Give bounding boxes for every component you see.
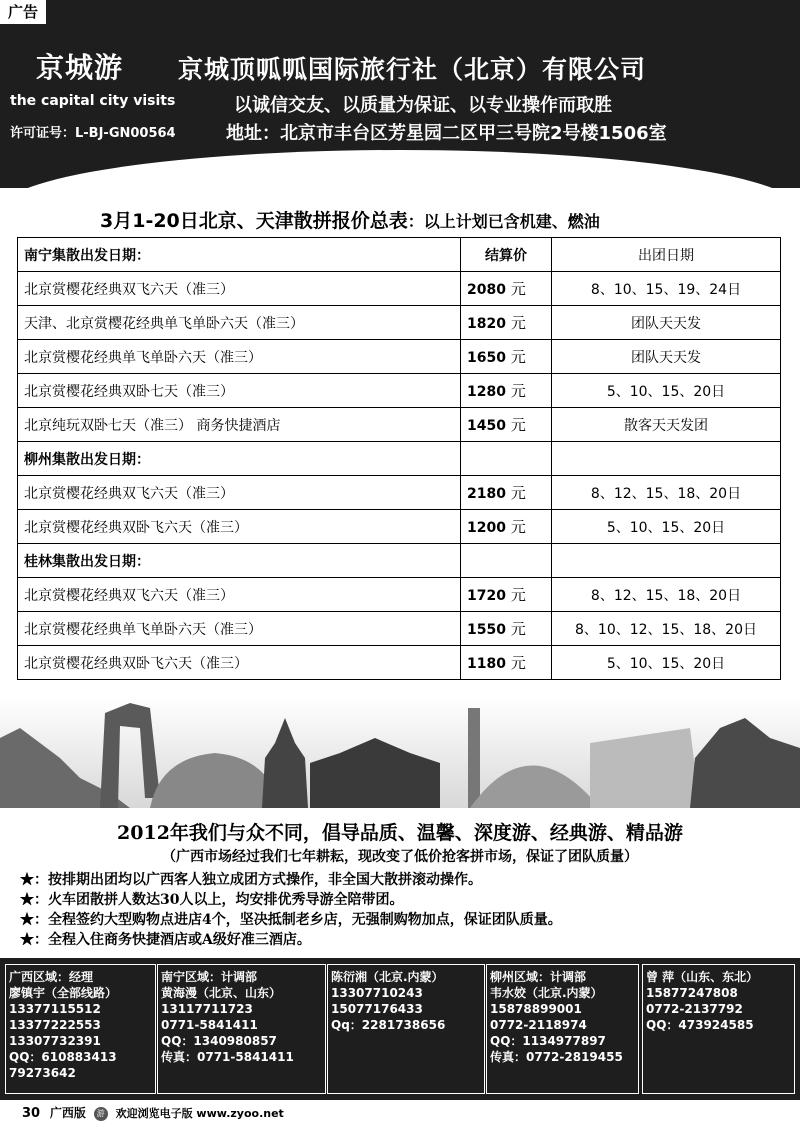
- footer: [22, 1104, 284, 1121]
- contact-box: [5, 964, 156, 1094]
- contact-box: [157, 964, 326, 1094]
- route-name: 北京赏樱花经典双卧飞六天（准三）: [18, 646, 461, 680]
- contact-line: 曾 萍（山东、东北）: [646, 970, 759, 984]
- price-cell: [461, 612, 552, 646]
- route-name: 北京赏樱花经典双卧七天（准三）: [18, 374, 461, 408]
- license-number: 许可证号：L-BJ-GN00564: [10, 126, 176, 141]
- table-row: [18, 646, 781, 680]
- huabiao-column: [468, 708, 480, 808]
- price-value: 1820: [467, 316, 506, 332]
- table-row: [18, 374, 781, 408]
- ad-tag: 广告: [0, 0, 46, 24]
- route-name: 北京赏樱花经典单飞单卧六天（准三）: [18, 340, 461, 374]
- contact-line: 0771-5841411: [161, 1018, 258, 1032]
- route-name: 北京赏樱花经典双飞六天（准三）: [18, 476, 461, 510]
- departure-dates: 5、10、15、20日: [552, 510, 781, 544]
- contact-line: 15877247808: [646, 986, 738, 1000]
- table-row: [18, 408, 781, 442]
- contact-line: 南宁区域：计调部: [161, 970, 258, 984]
- empty-cell: [552, 442, 781, 476]
- price-cell: [461, 374, 552, 408]
- table-row: [18, 510, 781, 544]
- departure-dates: 散客天天发团: [552, 408, 781, 442]
- contact-box: [327, 964, 485, 1094]
- table-title-text: 3月1-20日北京、天津散拼报价总表: [100, 210, 408, 232]
- contact-line: 0772-2118974: [490, 1018, 587, 1032]
- contact-box: [642, 964, 795, 1094]
- currency-unit: 元: [510, 416, 526, 434]
- group-label: 柳州集散出发日期：: [18, 442, 461, 476]
- currency-unit: 元: [510, 654, 526, 672]
- empty-cell: [552, 544, 781, 578]
- departure-dates: 5、10、15、20日: [552, 646, 781, 680]
- price-cell: [461, 408, 552, 442]
- beijing-skyline-image: [0, 698, 800, 808]
- footer-logo-icon: 游: [94, 1107, 108, 1121]
- contact-box: [486, 964, 639, 1094]
- page-number: 30: [22, 1106, 41, 1121]
- price-value: 1550: [467, 622, 506, 638]
- departure-dates: 8、10、12、15、18、20日: [552, 612, 781, 646]
- group-label: 桂林集散出发日期：: [18, 544, 461, 578]
- contact-line: 13377222553: [9, 1018, 101, 1032]
- route-name: 北京赏樱花经典单飞单卧六天（准三）: [18, 612, 461, 646]
- group-header-row: [18, 544, 781, 578]
- price-cell: [461, 646, 552, 680]
- bullet-item: ★：全程入住商务快捷酒店或A级好准三酒店。: [20, 932, 311, 948]
- departure-dates: 团队天天发: [552, 340, 781, 374]
- contact-line: 黄海漫（北京、山东）: [161, 986, 282, 1000]
- table-row: [18, 340, 781, 374]
- price-cell: [461, 272, 552, 306]
- group-header-row: [18, 238, 781, 272]
- price-value: 1280: [467, 384, 506, 400]
- promo-subhead: （广西市场经过我们七年耕耘，现改变了低价抢客拼市场，保证了团队质量）: [162, 849, 638, 865]
- price-cell: [461, 578, 552, 612]
- column-header-date: 出团日期: [552, 238, 781, 272]
- promo-headline: 2012年我们与众不同，倡导品质、温馨、深度游、经典游、精品游: [117, 822, 683, 844]
- group-header-row: [18, 442, 781, 476]
- contact-line: 柳州区域：计调部: [490, 970, 587, 984]
- contact-line: Qq：2281738656: [331, 1018, 446, 1032]
- departure-dates: 团队天天发: [552, 306, 781, 340]
- price-value: 1200: [467, 520, 506, 536]
- route-name: 北京赏樱花经典双卧飞六天（准三）: [18, 510, 461, 544]
- contact-line: 13117711723: [161, 1002, 253, 1016]
- table-row: [18, 272, 781, 306]
- english-tagline: the capital city visits: [10, 93, 176, 109]
- contact-line: QQ：610883413: [9, 1050, 117, 1064]
- brand-name: 京城游: [36, 51, 124, 84]
- price-value: 1650: [467, 350, 506, 366]
- table-row: [18, 578, 781, 612]
- currency-unit: 元: [510, 348, 526, 366]
- departure-dates: 8、12、15、18、20日: [552, 476, 781, 510]
- route-name: 北京赏樱花经典双飞六天（准三）: [18, 272, 461, 306]
- promo-bullets: [20, 870, 562, 950]
- bullet-item: ★：按排期出团均以广西客人独立成团方式操作，非全国大散拼滚动操作。: [20, 872, 482, 888]
- contact-line: 15077176433: [331, 1002, 423, 1016]
- contact-line: 传真：0771-5841411: [161, 1050, 294, 1064]
- price-value: 2180: [467, 486, 506, 502]
- price-value: 1450: [467, 418, 506, 434]
- price-cell: [461, 306, 552, 340]
- contact-line: 廖镇宇（全部线路）: [9, 986, 118, 1000]
- table-row: [18, 476, 781, 510]
- departure-dates: 8、10、15、19、24日: [552, 272, 781, 306]
- address: 地址：北京市丰台区芳星园二区甲三号院2号楼1506室: [226, 123, 667, 144]
- contact-line: QQ：1134977897: [490, 1034, 606, 1048]
- price-value: 1720: [467, 588, 506, 604]
- departure-dates: 5、10、15、20日: [552, 374, 781, 408]
- slogan: 以诚信交友、以质量为保证、以专业操作而取胜: [234, 95, 612, 116]
- contact-line: 广西区域：经理: [9, 970, 94, 984]
- currency-unit: 元: [510, 484, 526, 502]
- table-note: ：以上计划已含机建、燃油: [407, 212, 600, 231]
- price-value: 2080: [467, 282, 506, 298]
- price-cell: [461, 510, 552, 544]
- currency-unit: 元: [510, 280, 526, 298]
- contact-line: QQ：1340980857: [161, 1034, 277, 1048]
- price-cell: [461, 340, 552, 374]
- currency-unit: 元: [510, 586, 526, 604]
- contact-line: 13307710243: [331, 986, 423, 1000]
- contacts-bar: [0, 958, 800, 1100]
- table-row: [18, 612, 781, 646]
- contact-line: 陈衍湘（北京.内蒙）: [331, 970, 444, 984]
- route-name: 天津、北京赏樱花经典单飞单卧六天（准三）: [18, 306, 461, 340]
- table-title: [100, 206, 600, 233]
- empty-cell: [461, 442, 552, 476]
- company-name: 京城顶呱呱国际旅行社（北京）有限公司: [178, 55, 647, 84]
- website-link[interactable]: 欢迎浏览电子版 www.zyoo.net: [115, 1107, 284, 1120]
- currency-unit: 元: [510, 518, 526, 536]
- table-row: [18, 306, 781, 340]
- currency-unit: 元: [510, 314, 526, 332]
- bullet-item: ★：火车团散拼人数达30人以上，均安排优秀导游全陪带团。: [20, 892, 404, 908]
- bullet-item: ★：全程签约大型购物点进店4个，坚决抵制老乡店，无强制购物加点，保证团队质量。: [20, 912, 562, 928]
- contact-line: 13377115512: [9, 1002, 101, 1016]
- currency-unit: 元: [510, 382, 526, 400]
- contact-line: 13307732391: [9, 1034, 101, 1048]
- contact-line: 韦水姣（北京.内蒙）: [490, 986, 603, 1000]
- price-table: [17, 237, 781, 680]
- edition-label: 广西版: [49, 1106, 86, 1120]
- currency-unit: 元: [510, 620, 526, 638]
- contact-line: 79273642: [9, 1066, 76, 1080]
- route-name: 北京赏樱花经典双飞六天（准三）: [18, 578, 461, 612]
- empty-cell: [461, 544, 552, 578]
- header-curve: [0, 150, 800, 210]
- price-cell: [461, 476, 552, 510]
- departure-dates: 8、12、15、18、20日: [552, 578, 781, 612]
- route-name: 北京纯玩双卧七天（准三） 商务快捷酒店: [18, 408, 461, 442]
- group-label: 南宁集散出发日期：: [18, 238, 461, 272]
- price-value: 1180: [467, 656, 506, 672]
- contact-line: 0772-2137792: [646, 1002, 743, 1016]
- column-header-price: 结算价: [461, 238, 552, 272]
- contact-line: 15878899001: [490, 1002, 582, 1016]
- contact-line: QQ：473924585: [646, 1018, 754, 1032]
- contact-line: 传真：0772-2819455: [490, 1050, 623, 1064]
